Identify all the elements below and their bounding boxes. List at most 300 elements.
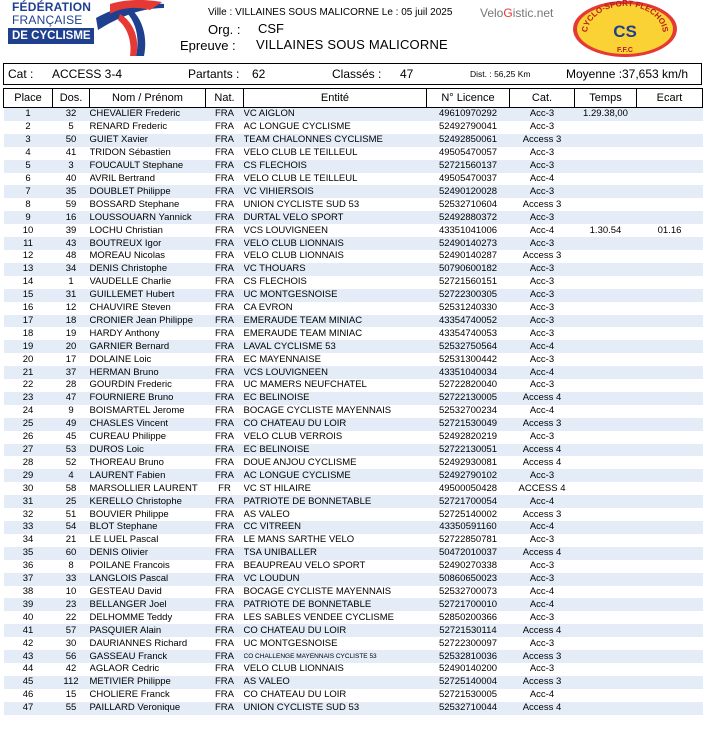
table-row xyxy=(4,534,703,547)
cell-dossard: 32 xyxy=(53,108,90,121)
cell-nat: FRA xyxy=(206,456,244,469)
cell-nom: THOREAU Bruno xyxy=(90,456,206,469)
cell-temps xyxy=(575,211,637,224)
cell-entite: LES SABLES VENDEE CYCLISME xyxy=(244,611,427,624)
table-row xyxy=(4,224,703,237)
cell-dossard: 17 xyxy=(53,353,90,366)
col-header-ecart: Ecart xyxy=(637,89,703,108)
col-header-temps: Temps xyxy=(575,89,637,108)
table-row xyxy=(4,573,703,586)
cell-licence: 50860650023 xyxy=(427,573,510,586)
cell-place: 4 xyxy=(4,147,53,160)
cell-entite: CA EVRON xyxy=(244,302,427,315)
cell-nat: FRA xyxy=(206,418,244,431)
cell-temps xyxy=(575,573,637,586)
cell-place: 38 xyxy=(4,586,53,599)
cell-licence: 52722300305 xyxy=(427,289,510,302)
cell-licence: 52532710044 xyxy=(427,702,510,715)
cell-temps xyxy=(575,624,637,637)
cell-place: 20 xyxy=(4,353,53,366)
cell-licence: 52492880372 xyxy=(427,211,510,224)
cell-licence: 52850200366 xyxy=(427,611,510,624)
cell-nom: METIVIER Philippe xyxy=(90,676,206,689)
cell-nom: GOURDIN Frederic xyxy=(90,379,206,392)
cell-nat: FRA xyxy=(206,289,244,302)
cell-temps xyxy=(575,327,637,340)
cell-dossard: 34 xyxy=(53,263,90,276)
col-header-entite: Entité xyxy=(244,89,427,108)
cell-nom: CUREAU Philippe xyxy=(90,431,206,444)
cell-licence: 52721530114 xyxy=(427,624,510,637)
results-table xyxy=(3,88,703,715)
ville-line xyxy=(208,7,452,18)
cell-licence: 43351040034 xyxy=(427,366,510,379)
cell-ecart xyxy=(637,134,703,147)
cell-temps xyxy=(575,302,637,315)
cell-entite: BOCAGE CYCLISTE MAYENNAIS xyxy=(244,405,427,418)
table-row xyxy=(4,650,703,663)
table-row xyxy=(4,586,703,599)
cell-entite: CS FLECHOIS xyxy=(244,160,427,173)
cell-entite: TSA UNIBALLER xyxy=(244,547,427,560)
cell-nom: RENARD Frederic xyxy=(90,121,206,134)
cell-ecart xyxy=(637,521,703,534)
cell-temps xyxy=(575,456,637,469)
cell-entite: PATRIOTE DE BONNETABLE xyxy=(244,495,427,508)
col-header-cat: Cat. xyxy=(510,89,575,108)
table-row xyxy=(4,173,703,186)
cell-dossard: 37 xyxy=(53,366,90,379)
cell-dossard: 50 xyxy=(53,134,90,147)
cell-nom: BOISMARTEL Jerome xyxy=(90,405,206,418)
table-row xyxy=(4,482,703,495)
cell-nom: DAURIANNES Richard xyxy=(90,637,206,650)
cell-place: 5 xyxy=(4,160,53,173)
cell-nat: FRA xyxy=(206,173,244,186)
cell-licence: 52725140004 xyxy=(427,676,510,689)
cell-dossard: 22 xyxy=(53,611,90,624)
cell-ecart xyxy=(637,508,703,521)
cell-dossard: 23 xyxy=(53,598,90,611)
cell-temps xyxy=(575,185,637,198)
table-row xyxy=(4,495,703,508)
cell-nat: FRA xyxy=(206,340,244,353)
table-row xyxy=(4,211,703,224)
cell-licence: 52725140002 xyxy=(427,508,510,521)
cell-ecart xyxy=(637,237,703,250)
cell-entite: UC MONTGESNOISE xyxy=(244,637,427,650)
table-row xyxy=(4,160,703,173)
cell-cat: Acc-4 xyxy=(510,340,575,353)
cell-nat: FRA xyxy=(206,521,244,534)
cell-dossard: 21 xyxy=(53,534,90,547)
cell-place: 18 xyxy=(4,327,53,340)
cell-entite: VC THOUARS xyxy=(244,263,427,276)
cell-licence: 52492850061 xyxy=(427,134,510,147)
cell-ecart xyxy=(637,108,703,121)
cell-temps xyxy=(575,134,637,147)
cell-licence: 49505470037 xyxy=(427,173,510,186)
cell-cat: Acc-3 xyxy=(510,353,575,366)
table-row xyxy=(4,198,703,211)
cell-nat: FRA xyxy=(206,650,244,663)
cell-nat: FRA xyxy=(206,211,244,224)
cell-licence: 52532700073 xyxy=(427,586,510,599)
cell-licence: 52492790041 xyxy=(427,121,510,134)
cell-nat: FRA xyxy=(206,663,244,676)
cell-dossard: 112 xyxy=(53,676,90,689)
cell-temps xyxy=(575,676,637,689)
cell-dossard: 5 xyxy=(53,121,90,134)
cell-dossard: 10 xyxy=(53,586,90,599)
cell-licence: 52492930081 xyxy=(427,456,510,469)
col-header-nat: Nat. xyxy=(206,89,244,108)
cell-cat: Acc-3 xyxy=(510,121,575,134)
cell-nom: BELLANGER Joel xyxy=(90,598,206,611)
cell-nat: FRA xyxy=(206,315,244,328)
cell-place: 35 xyxy=(4,547,53,560)
cell-licence: 52531300442 xyxy=(427,353,510,366)
table-row xyxy=(4,624,703,637)
cell-temps xyxy=(575,366,637,379)
table-row xyxy=(4,702,703,715)
cell-entite: VC AIGLON xyxy=(244,108,427,121)
cell-ecart xyxy=(637,650,703,663)
cell-entite: CO CHATEAU DU LOIR xyxy=(244,689,427,702)
cell-ecart xyxy=(637,250,703,263)
cell-temps xyxy=(575,637,637,650)
cell-place: 24 xyxy=(4,405,53,418)
cell-licence: 52532750564 xyxy=(427,340,510,353)
cell-ecart xyxy=(637,263,703,276)
cell-licence: 52490140273 xyxy=(427,237,510,250)
federation-line1: FÉDÉRATION xyxy=(12,0,92,14)
cell-cat: Acc-3 xyxy=(510,534,575,547)
cell-ecart: 01.16 xyxy=(637,224,703,237)
table-row xyxy=(4,263,703,276)
cell-cat: Acc-4 xyxy=(510,586,575,599)
cell-entite: VELO CLUB LE TEILLEUL xyxy=(244,173,427,186)
date-label: Le : xyxy=(381,7,399,18)
table-row xyxy=(4,108,703,121)
cell-dossard: 12 xyxy=(53,302,90,315)
cell-dossard: 15 xyxy=(53,689,90,702)
cell-nat: FRA xyxy=(206,134,244,147)
cell-dossard: 45 xyxy=(53,431,90,444)
cell-ecart xyxy=(637,147,703,160)
cell-nat: FRA xyxy=(206,702,244,715)
cell-temps xyxy=(575,508,637,521)
cell-ecart xyxy=(637,560,703,573)
cell-nom: TRIDON Sébastien xyxy=(90,147,206,160)
cell-licence: 49610970292 xyxy=(427,108,510,121)
table-row xyxy=(4,392,703,405)
cell-licence: 52490140200 xyxy=(427,663,510,676)
cell-temps xyxy=(575,276,637,289)
cell-nom: GASSEAU Franck xyxy=(90,650,206,663)
cell-cat: ACCESS 4 xyxy=(510,482,575,495)
cell-licence: 43351041006 xyxy=(427,224,510,237)
cell-nat: FRA xyxy=(206,276,244,289)
cell-licence: 52532700234 xyxy=(427,405,510,418)
cell-place: 12 xyxy=(4,250,53,263)
cell-dossard: 49 xyxy=(53,418,90,431)
cell-temps xyxy=(575,521,637,534)
cell-place: 14 xyxy=(4,276,53,289)
cell-place: 7 xyxy=(4,185,53,198)
table-row xyxy=(4,121,703,134)
cell-nat: FRA xyxy=(206,689,244,702)
table-row xyxy=(4,508,703,521)
cell-place: 45 xyxy=(4,676,53,689)
cell-nom: CHOLIERE Franck xyxy=(90,689,206,702)
cell-place: 21 xyxy=(4,366,53,379)
cell-entite: UC MONTGESNOISE xyxy=(244,289,427,302)
cell-cat: Acc-3 xyxy=(510,611,575,624)
table-row xyxy=(4,521,703,534)
cell-entite: UNION CYCLISTE SUD 53 xyxy=(244,702,427,715)
cell-ecart xyxy=(637,173,703,186)
cell-place: 32 xyxy=(4,508,53,521)
cell-cat: Access 4 xyxy=(510,547,575,560)
cell-nom: DENIS Christophe xyxy=(90,263,206,276)
cell-nat: FRA xyxy=(206,237,244,250)
cell-entite: UC MAMERS NEUFCHATEL xyxy=(244,379,427,392)
cell-ecart xyxy=(637,676,703,689)
classes-label: Classés : xyxy=(332,67,382,81)
cell-temps xyxy=(575,237,637,250)
cell-nom: BOUVIER Philippe xyxy=(90,508,206,521)
cell-ecart xyxy=(637,431,703,444)
cell-temps xyxy=(575,611,637,624)
cell-nom: CHASLES Vincent xyxy=(90,418,206,431)
cell-ecart xyxy=(637,598,703,611)
cell-dossard: 55 xyxy=(53,702,90,715)
cell-dossard: 9 xyxy=(53,405,90,418)
cell-temps xyxy=(575,547,637,560)
cell-dossard: 30 xyxy=(53,637,90,650)
brand-pre: Velo xyxy=(480,6,504,20)
cell-licence: 52721700010 xyxy=(427,598,510,611)
cell-entite: EC BELINOISE xyxy=(244,392,427,405)
cell-entite: LAVAL CYCLISME 53 xyxy=(244,340,427,353)
table-row xyxy=(4,276,703,289)
table-row xyxy=(4,456,703,469)
table-row xyxy=(4,134,703,147)
cell-dossard: 52 xyxy=(53,456,90,469)
cell-nat: FRA xyxy=(206,573,244,586)
cell-ecart xyxy=(637,482,703,495)
cell-place: 6 xyxy=(4,173,53,186)
cell-cat: Acc-4 xyxy=(510,521,575,534)
cell-place: 19 xyxy=(4,340,53,353)
cell-dossard: 4 xyxy=(53,469,90,482)
cell-nat: FRA xyxy=(206,495,244,508)
cell-entite: CS FLECHOIS xyxy=(244,276,427,289)
cell-dossard: 60 xyxy=(53,547,90,560)
cell-place: 15 xyxy=(4,289,53,302)
ffc-swoosh-icon xyxy=(90,0,166,58)
cell-temps xyxy=(575,418,637,431)
cell-place: 36 xyxy=(4,560,53,573)
cell-nom: CRONIER Jean Philippe xyxy=(90,315,206,328)
cell-nom: LOUSSOUARN Yannick xyxy=(90,211,206,224)
cell-temps xyxy=(575,121,637,134)
table-row xyxy=(4,547,703,560)
cell-nom: POILANE Francois xyxy=(90,560,206,573)
cell-licence: 49505470057 xyxy=(427,147,510,160)
table-row xyxy=(4,469,703,482)
cell-ecart xyxy=(637,611,703,624)
results-body xyxy=(4,108,703,715)
cell-licence: 52532710604 xyxy=(427,198,510,211)
cell-nom: BLOT Stephane xyxy=(90,521,206,534)
cell-entite: AS VALEO xyxy=(244,508,427,521)
cell-cat: Access 3 xyxy=(510,250,575,263)
cell-ecart xyxy=(637,444,703,457)
cell-nat: FRA xyxy=(206,379,244,392)
cell-dossard: 47 xyxy=(53,392,90,405)
cell-cat: Access 4 xyxy=(510,392,575,405)
cell-ecart xyxy=(637,198,703,211)
moyenne-label: Moyenne : xyxy=(566,67,623,81)
classes-value: 47 xyxy=(400,67,414,81)
cell-temps xyxy=(575,147,637,160)
cell-cat: Acc-4 xyxy=(510,405,575,418)
cell-nom: FOURNIERE Bruno xyxy=(90,392,206,405)
cell-dossard: 59 xyxy=(53,198,90,211)
cell-ecart xyxy=(637,366,703,379)
cell-entite: BEAUPREAU VELO SPORT xyxy=(244,560,427,573)
cell-ecart xyxy=(637,315,703,328)
cell-dossard: 56 xyxy=(53,650,90,663)
cell-temps xyxy=(575,560,637,573)
cell-nom: DELHOMME Teddy xyxy=(90,611,206,624)
cell-cat: Access 3 xyxy=(510,134,575,147)
cell-nat: FRA xyxy=(206,366,244,379)
cell-cat: Access 3 xyxy=(510,198,575,211)
cell-cat: Acc-3 xyxy=(510,379,575,392)
cell-nom: AGLAOR Cedric xyxy=(90,663,206,676)
cell-nom: LOCHU Christian xyxy=(90,224,206,237)
cell-place: 26 xyxy=(4,431,53,444)
cell-nom: MARSOLLIER LAURENT xyxy=(90,482,206,495)
cell-licence: 52721530049 xyxy=(427,418,510,431)
cell-place: 27 xyxy=(4,444,53,457)
cell-nom: CHAUVIRE Steven xyxy=(90,302,206,315)
cell-nom: LANGLOIS Pascal xyxy=(90,573,206,586)
club-logo xyxy=(571,0,679,58)
cell-temps xyxy=(575,353,637,366)
cell-entite: VELO CLUB LE TEILLEUL xyxy=(244,147,427,160)
cell-nat: FRA xyxy=(206,405,244,418)
cell-ecart xyxy=(637,469,703,482)
cell-nom: PASQUIER Alain xyxy=(90,624,206,637)
cell-dossard: 16 xyxy=(53,211,90,224)
cell-licence: 52490140287 xyxy=(427,250,510,263)
cell-temps xyxy=(575,598,637,611)
cell-nom: HARDY Anthony xyxy=(90,327,206,340)
cell-entite: EC MAYENNAISE xyxy=(244,353,427,366)
cell-nom: LAURENT Fabien xyxy=(90,469,206,482)
cell-entite: VCS LOUVIGNEEN xyxy=(244,366,427,379)
cell-dossard: 31 xyxy=(53,289,90,302)
cell-cat: Acc-3 xyxy=(510,302,575,315)
cell-ecart xyxy=(637,211,703,224)
cell-cat: Acc-3 xyxy=(510,263,575,276)
cell-nat: FRA xyxy=(206,508,244,521)
cell-ecart xyxy=(637,392,703,405)
table-row xyxy=(4,598,703,611)
table-row xyxy=(4,663,703,676)
cell-place: 13 xyxy=(4,263,53,276)
cell-entite: LE MANS SARTHE VELO xyxy=(244,534,427,547)
cell-temps xyxy=(575,315,637,328)
table-row xyxy=(4,185,703,198)
cell-ecart xyxy=(637,418,703,431)
cell-place: 11 xyxy=(4,237,53,250)
brand-post: istic.net xyxy=(512,6,554,20)
cell-ecart xyxy=(637,573,703,586)
cell-entite: AC LONGUE CYCLISME xyxy=(244,469,427,482)
cell-temps: 1.29.38,00 xyxy=(575,108,637,121)
table-row xyxy=(4,366,703,379)
cell-dossard: 51 xyxy=(53,508,90,521)
cell-cat: Access 3 xyxy=(510,676,575,689)
cell-entite: BOCAGE CYCLISTE MAYENNAIS xyxy=(244,586,427,599)
cell-temps xyxy=(575,663,637,676)
cell-nom: HERMAN Bruno xyxy=(90,366,206,379)
cat-label: Cat : xyxy=(8,67,34,81)
cell-cat: Acc-3 xyxy=(510,573,575,586)
cell-place: 33 xyxy=(4,521,53,534)
cell-nat: FRA xyxy=(206,147,244,160)
table-row xyxy=(4,405,703,418)
cell-nat: FRA xyxy=(206,353,244,366)
cell-place: 34 xyxy=(4,534,53,547)
cell-nat: FRA xyxy=(206,431,244,444)
cell-entite: DURTAL VELO SPORT xyxy=(244,211,427,224)
velogistic-brand xyxy=(480,6,553,20)
epreuve-value: VILLAINES SOUS MALICORNE xyxy=(256,37,448,52)
cell-cat: Acc-3 xyxy=(510,185,575,198)
cell-entite: TEAM CHALONNES CYCLISME xyxy=(244,134,427,147)
cell-nat: FRA xyxy=(206,534,244,547)
cell-nat: FRA xyxy=(206,624,244,637)
cell-place: 16 xyxy=(4,302,53,315)
cell-place: 37 xyxy=(4,573,53,586)
table-row xyxy=(4,431,703,444)
cell-temps xyxy=(575,534,637,547)
cell-entite: VC ST HILAIRE xyxy=(244,482,427,495)
table-row xyxy=(4,611,703,624)
cell-nom: FOUCAULT Stephane xyxy=(90,160,206,173)
cell-temps xyxy=(575,405,637,418)
cell-dossard: 35 xyxy=(53,185,90,198)
cell-cat: Access 4 xyxy=(510,456,575,469)
cell-nom: GESTEAU David xyxy=(90,586,206,599)
cell-ecart xyxy=(637,353,703,366)
cell-place: 44 xyxy=(4,663,53,676)
cell-ecart xyxy=(637,534,703,547)
cell-nat: FRA xyxy=(206,327,244,340)
cell-nat: FRA xyxy=(206,444,244,457)
cell-temps xyxy=(575,392,637,405)
cat-value: ACCESS 3-4 xyxy=(52,67,123,81)
cell-cat: Acc-3 xyxy=(510,560,575,573)
cell-entite: AC LONGUE CYCLISME xyxy=(244,121,427,134)
cell-nat: FRA xyxy=(206,637,244,650)
